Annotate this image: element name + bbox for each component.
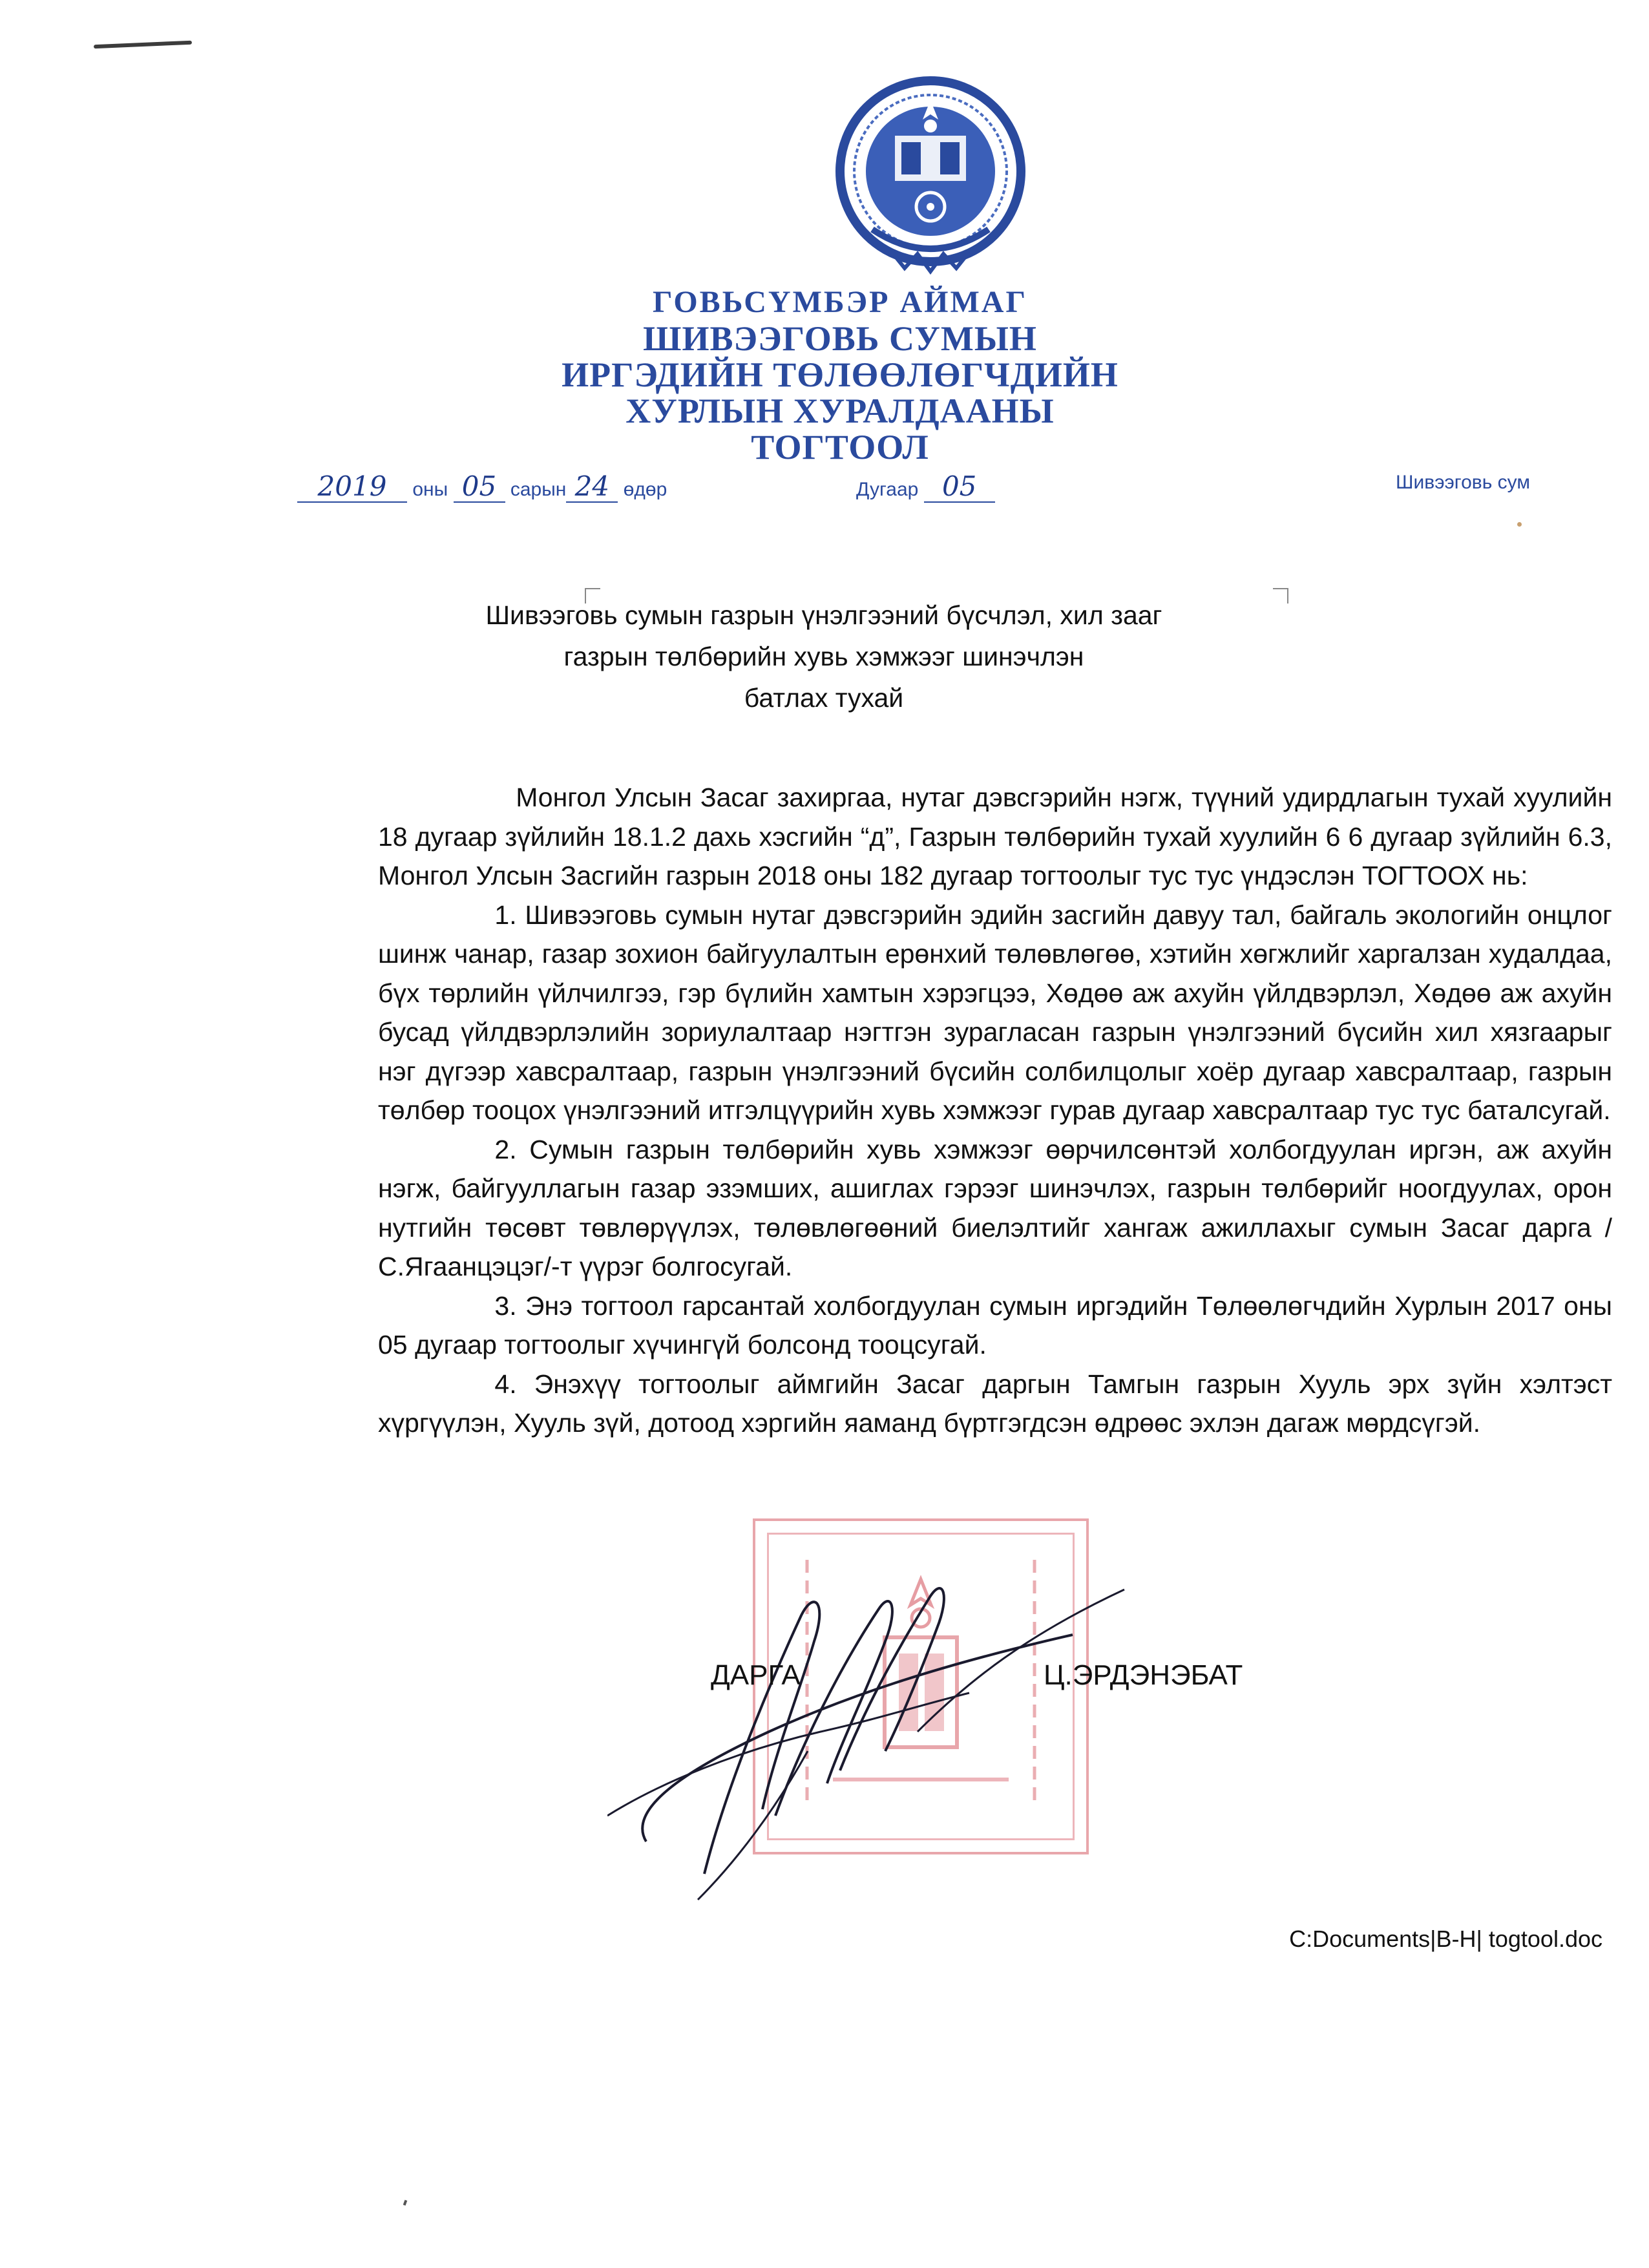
aimag-title: ГОВЬСҮМБЭР АЙМАГ bbox=[653, 285, 1027, 319]
preamble-paragraph: Монгол Улсын Засаг захиргаа, нутаг дэвсгэрийн нэгж, түүний удирдлагын тухай хуулийн 18 дугаар зүйлийн 18.1.2 дахь хэсгийн “д”, Газрын төлбөрийн тухай хуулийн 6 6 дугаар зүйлийн 6.3, Монгол Улсын Засгийн газрын 2018 оны 182 дугаар тогтоолыг тус тус үндэслэн ТОГТООХ нь: bbox=[378, 782, 1612, 890]
year-label: оны bbox=[412, 479, 448, 500]
subject-line-3: батлах тухай bbox=[744, 683, 904, 713]
place-label: Шивээговь сум bbox=[1396, 472, 1530, 493]
state-emblem-icon bbox=[834, 74, 1027, 275]
signatory-name: Ц.ЭРДЭНЭБАТ bbox=[1044, 1659, 1243, 1691]
signatory-title: ДАРГА bbox=[711, 1659, 801, 1691]
subject-line-2: газрын төлбөрийн хувь хэмжээг шинэчлэн bbox=[563, 642, 1084, 671]
subject-block bbox=[362, 594, 1286, 719]
header-line-3: ХУРЛЫН ХУРАЛДААНЫ bbox=[625, 392, 1055, 430]
resolution-item-2: 2. Сумын газрын төлбөрийн хувь хэмжээг өөрчилсөнтэй холбогдуулан иргэн, аж ахуйн нэгж, байгууллагын газар эзэмших, ашиглах гэрээг шинэчлэх, газрын төлбөрийг ноогдуулах, орон нутгийн төсөвт төвлөрүүлэх, төлөвлөгөөний биелэлтийг хангаж ажиллахыг сумын Засаг дарга /С.Ягаанцэцэг/-т үүрэг болгосугай. bbox=[378, 1134, 1612, 1281]
subject-corner-right bbox=[1273, 588, 1288, 604]
resolution-item-3: 3. Энэ тогтоол гарсантай холбогдуулан сумын иргэдийн Төлөөлөгчдийн Хурлын 2017 оны 05 дугаар тогтоолыг хүчингүй болсонд тооцсугай. bbox=[378, 1290, 1612, 1360]
ink-mark bbox=[403, 2200, 407, 2206]
document-number: 05 bbox=[924, 472, 995, 503]
ink-dot bbox=[1517, 522, 1522, 527]
resolution-item-1: 1. Шивээговь сумын нутаг дэвсгэрийн эдийн засгийн давуу тал, байгаль экологийн онцлог шинж чанар, газар зохион байгуулалтын ерөнхий төлөвлөгөө, хэтийн хөгжлийг харгалзан худалдаа, бүх төрлийн үйлчилгээ, гэр бүлийн хамтын хэрэгцээ, Хөдөө аж ахуйн үйлдвэрлэл, Хөдөө аж ахуйн бусад үйлдвэрлэлийн зориулалтаар нэгтгэн зурагласан газрын үнэлгээний бүсийн хил хязгаарыг нэг дүгээр хавсралтаар, газрын үнэлгээний бүсийн солбилцолыг хоёр дугаар хавсралтаар, газрын төлбөр тооцох үнэлгээний итгэлцүүрийн хувь хэмжээг гурав дугаар хавсралтаар тус тус баталсугай. bbox=[378, 899, 1612, 1125]
subject-corner-left bbox=[585, 588, 600, 604]
resolution-item-4: 4. Энэхүү тогтоолыг аймгийн Засаг даргын Тамгын газрын Хууль эрх зүйн хэлтэст хүргүүлэн, Хууль зүй, дотоод хэргийн яаманд бүртгэгдсэн өдрөөс эхлэн дагаж мөрдсүгэй. bbox=[378, 1369, 1612, 1438]
header-line-1: ШИВЭЭГОВЬ СУМЫН bbox=[643, 319, 1037, 358]
header-block bbox=[452, 284, 1228, 465]
date-year: 2019 bbox=[297, 472, 407, 503]
resolution-body bbox=[378, 778, 1612, 1443]
date-day: 24 bbox=[566, 472, 618, 503]
footer-file-path: C:Documents|B-H| togtool.doc bbox=[1289, 1926, 1602, 1952]
subject-line-1: Шивээговь сумын газрын үнэлгээний бүсчлэл, хил зааг bbox=[485, 600, 1162, 630]
meta-row bbox=[0, 472, 1649, 517]
header-line-4: ТОГТООЛ bbox=[751, 428, 929, 467]
scan-mark bbox=[94, 41, 192, 49]
date-line bbox=[297, 472, 667, 503]
handwritten-signature bbox=[607, 1538, 1137, 1926]
month-label: сарын bbox=[510, 479, 567, 500]
day-label: өдөр bbox=[623, 479, 667, 500]
header-line-2: ИРГЭДИЙН ТӨЛӨӨЛӨГЧДИЙН bbox=[562, 355, 1119, 394]
number-line bbox=[856, 472, 995, 503]
date-month: 05 bbox=[454, 472, 505, 503]
number-label: Дугаар bbox=[856, 479, 919, 500]
